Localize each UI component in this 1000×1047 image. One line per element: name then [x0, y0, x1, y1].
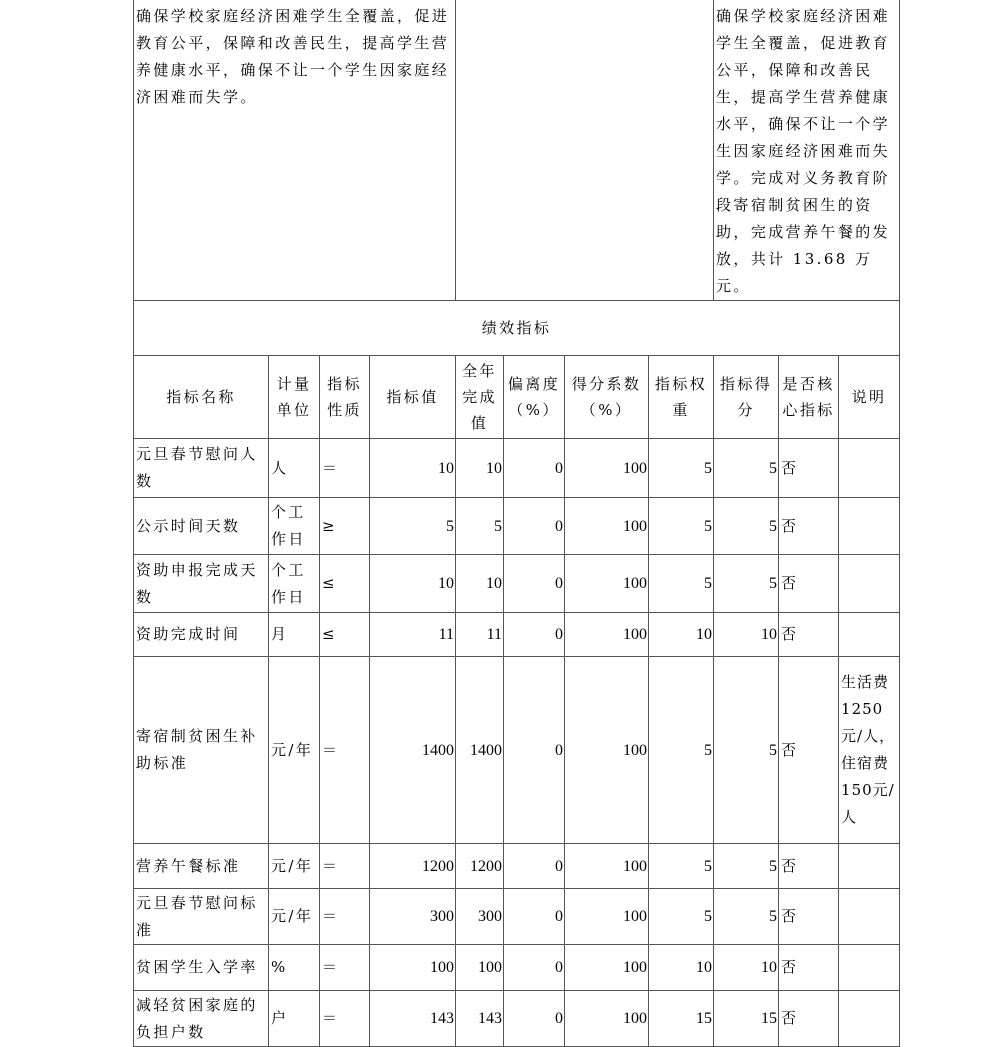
table-cell: ＝ — [320, 439, 370, 498]
column-header: 全年完成值 — [456, 356, 504, 439]
table-cell: ≥ — [320, 498, 370, 555]
table-cell — [839, 945, 900, 991]
table-cell: 贫困学生入学率 — [134, 945, 269, 991]
column-header: 是否核心指标 — [779, 356, 839, 439]
table-cell: 5 — [649, 889, 714, 945]
column-header: 说明 — [839, 356, 900, 439]
table-cell: 15 — [649, 991, 714, 1047]
table-cell: ＝ — [320, 991, 370, 1047]
table-cell: 否 — [779, 945, 839, 991]
section-row — [134, 301, 900, 356]
column-header: 得分系数（%） — [565, 356, 649, 439]
table-cell: 5 — [714, 889, 779, 945]
table-cell: 0 — [504, 844, 565, 889]
table-cell: 营养午餐标准 — [134, 844, 269, 889]
column-header: 指标权重 — [649, 356, 714, 439]
table-cell: 否 — [779, 889, 839, 945]
table-cell — [839, 991, 900, 1047]
table-cell: 10 — [714, 945, 779, 991]
table-cell: 143 — [370, 991, 456, 1047]
table-cell: 1400 — [370, 657, 456, 844]
table-cell: 100 — [565, 945, 649, 991]
table-cell: 0 — [504, 555, 565, 613]
table-cell: 5 — [649, 498, 714, 555]
table-cell: 5 — [649, 844, 714, 889]
table-cell: 否 — [779, 657, 839, 844]
column-header: 偏离度（%） — [504, 356, 565, 439]
table-row — [134, 439, 900, 498]
table-cell: 10 — [456, 555, 504, 613]
table-cell: 100 — [565, 657, 649, 844]
table-cell: ≤ — [320, 613, 370, 657]
table-cell: 否 — [779, 991, 839, 1047]
table-cell: 100 — [565, 613, 649, 657]
table-cell: ＝ — [320, 945, 370, 991]
table-cell: 11 — [456, 613, 504, 657]
table-cell: 100 — [565, 844, 649, 889]
table-cell: ＝ — [320, 844, 370, 889]
table-cell: 元/年 — [269, 844, 320, 889]
table-cell — [839, 613, 900, 657]
table-row — [134, 889, 900, 945]
table-cell: 5 — [649, 657, 714, 844]
table-row — [134, 991, 900, 1047]
table-cell: 个工作日 — [269, 498, 320, 555]
table-cell: 个工作日 — [269, 555, 320, 613]
table-cell — [839, 555, 900, 613]
header-row — [134, 356, 900, 439]
table-cell: 5 — [649, 439, 714, 498]
table-cell: 11 — [370, 613, 456, 657]
table-cell — [839, 439, 900, 498]
table-cell: 0 — [504, 945, 565, 991]
table-cell: 100 — [565, 991, 649, 1047]
table-cell: ＝ — [320, 657, 370, 844]
table-cell: 100 — [565, 498, 649, 555]
column-header: 计量单位 — [269, 356, 320, 439]
table-row — [134, 844, 900, 889]
goal-row — [134, 0, 900, 301]
table-cell: 10 — [370, 555, 456, 613]
table-cell: 元旦春节慰问标准 — [134, 889, 269, 945]
table-cell: 5 — [714, 844, 779, 889]
table-cell: 300 — [456, 889, 504, 945]
table-cell: 143 — [456, 991, 504, 1047]
table-cell: 0 — [504, 613, 565, 657]
table-cell: 15 — [714, 991, 779, 1047]
table-cell: % — [269, 945, 320, 991]
table-cell: 生活费1250元/人，住宿费150元/人 — [839, 657, 900, 844]
table-cell: 100 — [370, 945, 456, 991]
column-header: 指标得分 — [714, 356, 779, 439]
section-title: 绩效指标 — [134, 301, 900, 356]
table-cell: 0 — [504, 991, 565, 1047]
table-row — [134, 498, 900, 555]
table-cell: 1400 — [456, 657, 504, 844]
table-cell — [839, 844, 900, 889]
table-cell: 0 — [504, 889, 565, 945]
table-cell: 5 — [370, 498, 456, 555]
goal-text: 确保学校家庭经济困难学生全覆盖，促进教育公平，保障和改善民生，提高学生营养健康水平，确保不让一个学生因家庭经济困难而失学。 — [134, 0, 456, 301]
column-header: 指标性质 — [320, 356, 370, 439]
performance-table — [133, 0, 900, 1047]
column-header: 指标值 — [370, 356, 456, 439]
table-cell: 5 — [714, 657, 779, 844]
table-cell: ＝ — [320, 889, 370, 945]
table-cell: 人 — [269, 439, 320, 498]
table-cell: 10 — [456, 439, 504, 498]
table-cell: 0 — [504, 657, 565, 844]
table-cell: 元/年 — [269, 889, 320, 945]
table-cell: 否 — [779, 613, 839, 657]
table-cell: 1200 — [370, 844, 456, 889]
table-cell: 5 — [714, 498, 779, 555]
table-cell: 资助完成时间 — [134, 613, 269, 657]
table-cell: 否 — [779, 844, 839, 889]
table-cell: 资助申报完成天数 — [134, 555, 269, 613]
table-cell: 月 — [269, 613, 320, 657]
table-cell — [839, 498, 900, 555]
table-row — [134, 613, 900, 657]
table-cell — [839, 889, 900, 945]
table-cell: 10 — [649, 945, 714, 991]
table-cell: 0 — [504, 439, 565, 498]
table-cell: 100 — [565, 555, 649, 613]
middle-cell — [456, 0, 714, 301]
table-cell: 100 — [456, 945, 504, 991]
table-cell: 否 — [779, 555, 839, 613]
table-cell: 100 — [565, 889, 649, 945]
table-cell: 300 — [370, 889, 456, 945]
table-cell: 5 — [649, 555, 714, 613]
table-cell: 元/年 — [269, 657, 320, 844]
table-row — [134, 555, 900, 613]
result-text: 确保学校家庭经济困难学生全覆盖，促进教育公平，保障和改善民生，提高学生营养健康水平，确保不让一个学生因家庭经济困难而失学。完成对义务教育阶段寄宿制贫困生的资助，完成营养午餐的发放，共计 13.68 万元。 — [714, 0, 900, 301]
table-cell: ≤ — [320, 555, 370, 613]
table-cell: 否 — [779, 439, 839, 498]
table-cell: 0 — [504, 498, 565, 555]
table-cell: 公示时间天数 — [134, 498, 269, 555]
table-cell: 5 — [714, 439, 779, 498]
table-cell: 10 — [714, 613, 779, 657]
table-row — [134, 657, 900, 844]
table-cell: 10 — [370, 439, 456, 498]
table-cell: 减轻贫困家庭的负担户数 — [134, 991, 269, 1047]
column-header: 指标名称 — [134, 356, 269, 439]
table-cell: 否 — [779, 498, 839, 555]
table-cell: 100 — [565, 439, 649, 498]
table-cell: 元旦春节慰问人数 — [134, 439, 269, 498]
table-cell: 寄宿制贫困生补助标准 — [134, 657, 269, 844]
table-cell: 1200 — [456, 844, 504, 889]
table-cell: 10 — [649, 613, 714, 657]
table-row — [134, 945, 900, 991]
table-cell: 户 — [269, 991, 320, 1047]
table-cell: 5 — [456, 498, 504, 555]
table-cell: 5 — [714, 555, 779, 613]
